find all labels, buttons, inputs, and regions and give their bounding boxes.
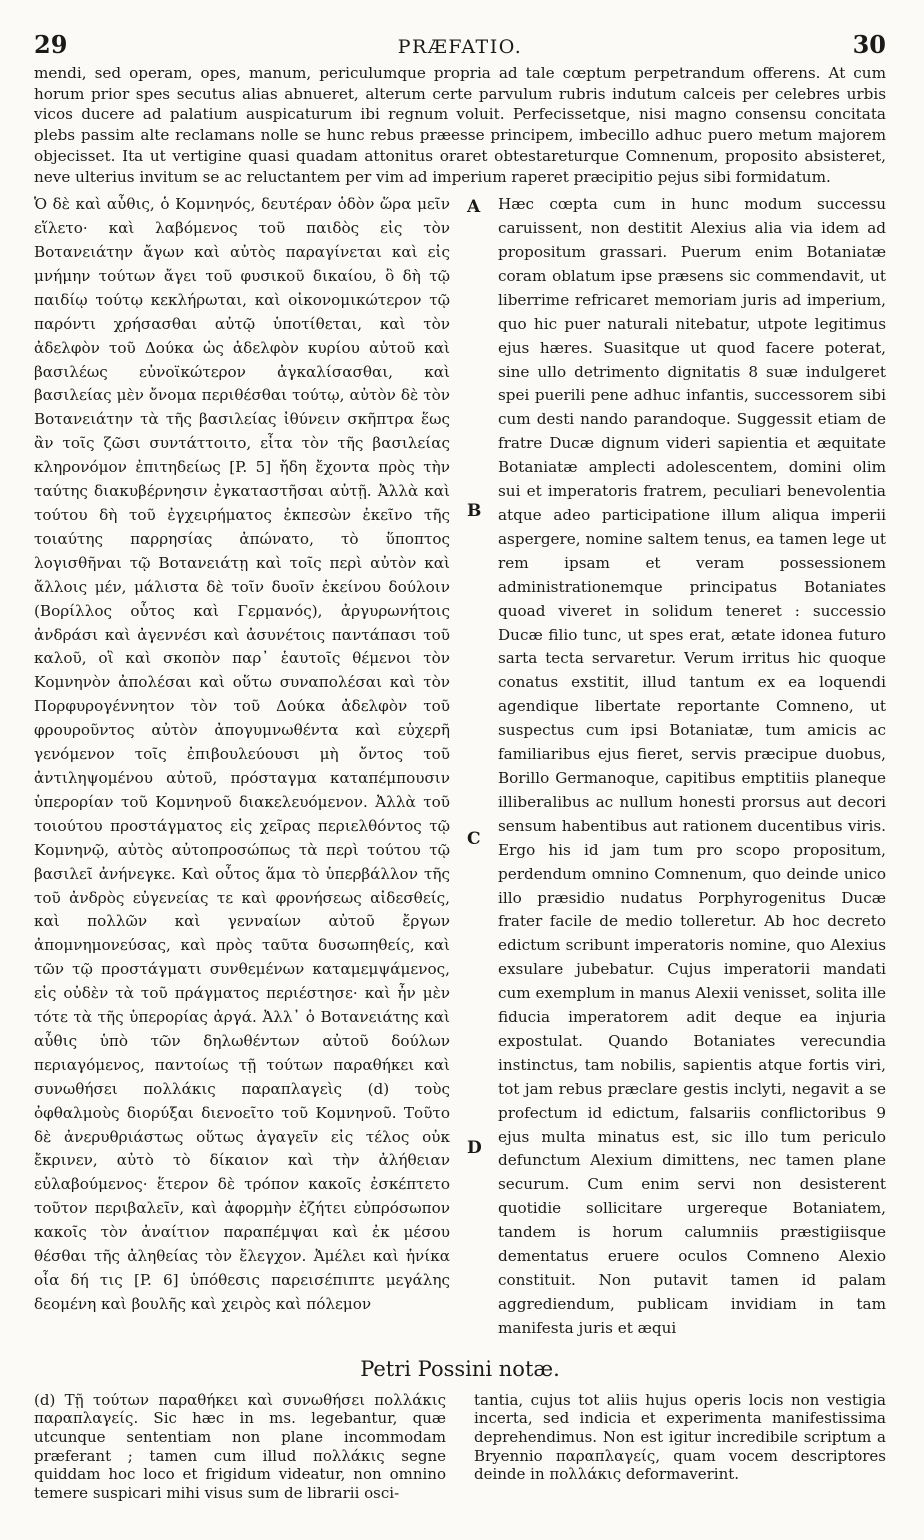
page-header xyxy=(34,30,886,59)
margin-letter-b: B xyxy=(467,501,482,522)
two-column-body xyxy=(34,193,886,1341)
latin-column: Hæc cœpta cum in hunc modum successu caruissent, non destitit Alexius alia via idem ad propositum grassari. Puerum enim Botaniatæ coram oblatum ipse præsens sic commendavit, ut liberrime refricaret memoriam juris ad imperium, quo hic puer naturali nitebatur, utpote legitimus ejus hæres. Suasitque ut quod facere poterat, sine ullo detrimento dignitatis 8 suæ indulgeret spei puerili pene adhuc infantis, successorem sibi cum desti nando parandoque. Suggessit etiam de fratre Ducæ dignum videri sapientia et æquitate Botaniatæ amplecti adolescentem, domini olim sui et imperatoris fratrem, peculiari benevolentia atque adeo participatione illum aliqua imperii aspergere, nomine saltem tenus, ea tamen lege ut rem ipsam et veram possessionem administrationemque principatus Botaniates quoad viveret in solidum teneret : successio Ducæ filio tunc, ut spes erat, ætate idonea futuro sarta tecta servaretur. Verum irritus hic quoque conatus exstitit, illud tantum ex ea loquendi agendique libertate reportante Comneno, ut suspectus cum ipsi Botaniatæ, tum amicis ac familiaribus ejus fieret, servis præcipue duobus, Borillo Germanoque, capitibus emptitiis planeque illiberalibus ac nullum honesti prorsus aut decori sensum habentibus aut rationem ducentibus viris. Ergo his id jam tum pro scopo propositum, perdendum omnino Comnenum, quo deinde unico illo præsidio nudatus Porphyrogenitus Ducæ frater facile de medio tolleretur. Ab hoc decreto edictum scribunt imperatoris nomine, quo Alexius exsulare jubebatur. Cujus imperatorii mandati cum exemplum in manus Alexii venisset, solita ille fiducia imperatorem adit deque ea injuria expostulat. Quando Botaniates verecundia instinctus, tam nobilis, sapientis atque fortis viri, tot jam rebus præclare gestis inclyti, negavit a se profectum id edictum, falsariis conflictoribus 9 ejus multa minatus est, sic illo tum periculo defunctum Alexium dimittens, nec tamen plane securum. Cum enim servi non desisterent quotidie sollicitare urgereque Botaniatem, tandem is horum calumniis præstigiisque dementatus eruere oculos Comneno Alexio constituit. Non putavit tamen id palam aggrediendum, publicam invidiam in tam manifesta juris et æqui xyxy=(498,195,886,1337)
left-page-number: 29 xyxy=(34,30,68,59)
margin-letter-c: C xyxy=(467,829,481,850)
intro-paragraph: mendi, sed operam, opes, manum, periculumque propria ad tale cœptum perpetrandum offerens. At cum horum prior spes secutus alias abnueret, alterum certe parvulum rubris indutum calceis per celebres urbis vicos ducere ad palatium auspicaturum ibi regnum voluit. Perfecissetque, nisi magno consensu concitata plebs passim alte reclamans nolle se hunc rebus præesse principem, imbecillo adhuc puero metum majorem objecisset. Ita ut vertigine quasi quadam attonitus oraret obtestareturque Comnenum, proposito absisteret, neve ulterius invitum se ac reluctantem per vim ad imperium raperet præcipitio pejus sibi formidatum. xyxy=(34,64,886,186)
note-left-column: (d) Τῇ τούτων παραθήκει καὶ συνωθήσει πολλάκις παραπλαγείς. Sic hæc in ms. legebantur, quæ utcunque sententiam non plane incommodam præferant ; tamen cum illud πολλάκις segne quiddam hoc loco et frigidum videatur, non omnino temere suspicari mihi visus sum de librarii osci- xyxy=(34,1390,446,1502)
page-title: PRÆFATIO. xyxy=(397,36,523,58)
margin-letter-d: D xyxy=(467,1138,482,1159)
greek-column: Ὁ δὲ καὶ αὖθις, ὁ Κομνηνός, δευτέραν ὁδὸν ὥρα μεῖν εἵλετο· καὶ λαβόμενος τοῦ παιδὸς εἰς τὸν Βοτανειάτην ἄγων καὶ αὐτὸς παραγίνεται καὶ εἰς μνήμην τούτων ἄγει τοῦ φυσικοῦ δικαίου, ὃ δὴ τῷ παιδίῳ τούτῳ κεκλήρωται, καὶ οἰκονομικώτερον τῷ παρόντι χρήσασθαι αὐτῷ ὑποτίθεται, καὶ τὸν ἀδελφὸν τοῦ Δούκα ὡς ἀδελφὸν κυρίου αὐτοῦ καὶ βασιλέως εὐνοϊκώτερον ἀγκαλίσασθαι, καὶ βασιλείας μὲν ὄνομα περιθέσθαι τούτῳ, αὐτὸν δὲ τὸν Βοτανειάτην τὰ τῆς βασιλείας ἰθύνειν σκῆπτρα ἕως ἂν τοῖς ζῶσι συντάττοιτο, εἶτα τὸν τῆς βασιλείας κληρονόμον ἐπιτηδείως [P. 5] ἤδη ἔχοντα πρὸς τὴν ταύτης διακυβέρνησιν ἐγκαταστῆσαι αὐτῇ. Ἀλλὰ καὶ τούτου δὴ τοῦ ἐγχειρήματος ἐκπεσὼν ἐκεῖνο τῆς τοιαύτης παρρησίας ἀπώνατο, τὸ ὕποπτος λογισθῆναι τῷ Βοτανειάτῃ καὶ τοῖς περὶ αὐτὸν καὶ ἄλλοις μέν, μάλιστα δὲ τοῖν δυοῖν ἐκείνου δούλοιν (Βορίλλος οὗτος καὶ Γερμανός), ἀργυρωνήτοις ἀνδράσι καὶ ἀγεννέσι καὶ ἀσυνέτοις παντάπασι τοῦ καλοῦ, οἳ καὶ σκοπὸν παρ᾽ ἑαυτοῖς θέμενοι τὸν Κομνηνὸν ἀπολέσαι καὶ οὕτω συναπολέσαι καὶ τὸν Πορφυρογέννητον τὸν τοῦ Δούκα ἀδελφὸν τοῦ φρουροῦντος αὐτὸν ἀπογυμνωθέντα καὶ εὐχερῆ γενόμενον τοῖς ἐπιβουλεύουσι μὴ ὄντος τοῦ ἀντιληψομένου αὐτοῦ, πρόσταγμα καταπέμπουσιν ὑπερορίαν τοῦ Κομνηνοῦ διακελευόμενον. Ἀλλὰ τοῦ τοιούτου προστάγματος εἰς χεῖρας περιελθόντος τῷ Κομνηνῷ, αὐτὸς αὐτοπροσώπως τὰ περὶ τούτου τῷ βασιλεῖ ἀνήνεγκε. Καὶ οὗτος ἅμα τὸ ὑπερβάλλον τῆς τοῦ ἀνδρὸς εὐγενείας τε καὶ φρονήσεως αἰδεσθείς, καὶ πολλῶν καὶ γενναίων αὐτοῦ ἔργων ἀπομνημονεύσας, καὶ πρὸς ταῦτα δυσωπηθείς, καὶ τῶν τῷ προστάγματι συνθεμένων καταμεμψάμενος, εἰς οὐδὲν τὰ τοῦ πράγματος περιέστησε· καὶ ἦν μὲν τότε τὰ τῆς ὑπερορίας ἀργά. Ἀλλ᾽ ὁ Βοτανειάτης καὶ αὖθις ὑπὸ τῶν δηλωθέντων αὐτοῦ δούλων περιαγόμενος, παντοίως τῇ τούτων παραθήκει καὶ συνωθήσει πολλάκις παραπλαγεὶς (d) τοὺς ὀφθαλμοὺς διορύξαι διενοεῖτο τοῦ Κομνηνοῦ. Τοῦτο δὲ ἀνερυθριάστως οὕτως ἀγαγεῖν εἰς τέλος οὐκ ἔκρινεν, αὐτὸ τὸ δίκαιον καὶ τὴν ἀλήθειαν εὐλαβούμενος· ἕτερον δὲ τρόπον κακοῖς ἐσκέπτετο τοῦτον περιβαλεῖν, καὶ ἀφορμὴν ἐζήτει εὐπρόσωπον κακοῖς τὸν ἀναίτιον παραπέμψαι καὶ ἐκ μέσου θέσθαι τῆς ἀληθείας τὸν ἔλεγχον. Ἀμέλει καὶ ἡνίκα οἷα δή τις [P. 6] ὑπόθεσις παρεισέπιπτε μεγάλης δεομένη καὶ βουλῆς καὶ χειρὸς καὶ πόλεμον xyxy=(34,195,450,1313)
right-page-number: 30 xyxy=(852,30,886,59)
note-right-column: tantia, cujus tot aliis hujus operis locis non vestigia incerta, sed indicia et experimenta manifestissima deprehendimus. Non est igitur incredibile scriptum a Bryennio παραπλαγείς, quam vocem descriptores deinde in πολλάκις deformaverint. xyxy=(474,1390,886,1484)
margin-letter-a: A xyxy=(467,197,481,218)
margin-letters xyxy=(450,193,498,1341)
notes-section xyxy=(34,1391,886,1503)
notes-heading: Petri Possini notæ. xyxy=(360,1356,560,1381)
